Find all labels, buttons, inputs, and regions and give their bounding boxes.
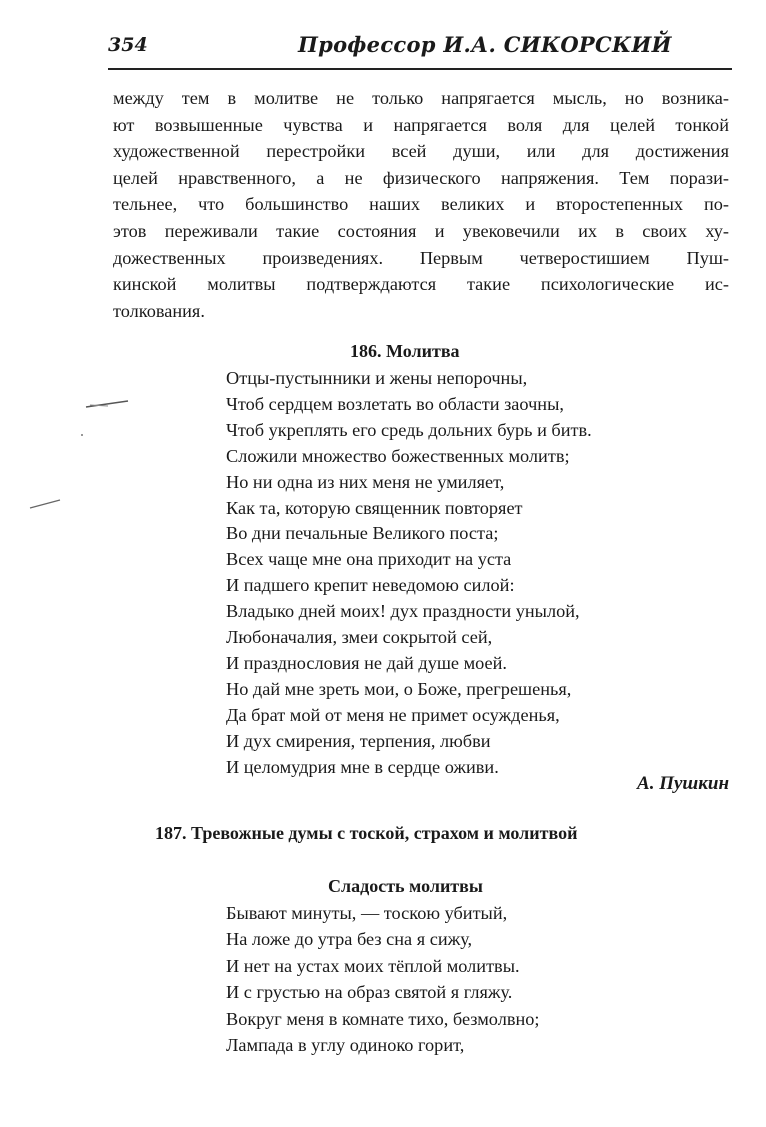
verse-line: Отцы-пустынники и жены непорочны, — [226, 368, 528, 388]
intro-paragraph — [113, 85, 729, 324]
paragraph-line: художественной перестройки всей души, или для достижения — [113, 141, 729, 162]
verse-line: И целомудрия мне в сердце оживи. — [226, 756, 499, 777]
poem-186-verses — [226, 366, 592, 781]
verse-line: Во дни печальные Великого поста; — [226, 523, 499, 544]
verse-line: Сложили множество божественных молитв; — [226, 445, 570, 466]
verse-line: Бывают минуты, — тоскою убитый, — [226, 903, 508, 923]
verse-line: Но дай мне зреть мои, о Боже, прегрешенья, — [226, 678, 572, 699]
verse-line: Лампада в углу одиноко горит, — [226, 1035, 465, 1056]
paragraph-line: кинской молитвы подтверждаются такие психологические ис- — [113, 274, 729, 295]
poem-author: А. Пушкин — [637, 773, 729, 794]
verse-line: Чтоб укреплять его средь дольних бурь и битв. — [226, 419, 592, 440]
poem-title: 186. Молитва — [350, 341, 460, 361]
verse-line: И падшего крепит неведомою силой: — [226, 575, 515, 596]
verse-line: И празднословия не дай душе моей. — [226, 652, 507, 673]
verse-line: Вокруг меня в комнате тихо, безмолвно; — [226, 1008, 540, 1029]
verse-line: Любоначалия, змеи сокрытой сей, — [226, 627, 493, 648]
verse-line: Всех чаще мне она приходит на уста — [226, 549, 512, 570]
paragraph-line: целей нравственного, а не физического напряжения. Тем порази- — [113, 167, 729, 188]
paragraph-line: этов переживали такие состояния и увековечили их в своих ху- — [113, 220, 729, 241]
verse-line: И дух смирения, терпения, любви — [226, 730, 491, 751]
verse-line: И нет на устах моих тёплой молитвы. — [226, 955, 520, 976]
scan-smudge — [78, 395, 138, 445]
paragraph-line: между тем в молитве не только напрягается мысль, но возника- — [113, 88, 729, 108]
verse-line: Как та, которую священник повторяет — [226, 497, 523, 518]
paragraph-line: дожественных произведениях. Первым четверостишием Пуш- — [113, 247, 729, 268]
scan-smudge — [28, 494, 68, 514]
page-number: 354 — [108, 34, 148, 56]
verse-line: И с грустью на образ святой я гляжу. — [226, 982, 513, 1003]
poem-sweetness-verses — [226, 900, 539, 1058]
verse-line: Чтоб сердцем возлетать во области заочны, — [226, 393, 564, 414]
verse-line: Но ни одна из них меня не умиляет, — [226, 471, 505, 492]
poem-title: Сладость молитвы — [328, 876, 483, 896]
paragraph-line: тельнее, что большинство наших великих и второстепенных по- — [113, 194, 729, 215]
page-header — [108, 30, 732, 70]
section-heading: 187. Тревожные думы с тоской, страхом и молитвой — [155, 823, 578, 843]
running-title: Профессор И.А. СИКОРСКИЙ — [298, 32, 672, 57]
verse-line: Да брат мой от меня не примет осужденья, — [226, 704, 560, 725]
paragraph-line: ют возвышенные чувства и напрягается воля для целей тонкой — [113, 114, 729, 135]
verse-line: Владыко дней моих! дух праздности унылой, — [226, 601, 580, 622]
paragraph-line: толкования. — [113, 300, 205, 321]
verse-line: На ложе до утра без сна я сижу, — [226, 929, 473, 950]
